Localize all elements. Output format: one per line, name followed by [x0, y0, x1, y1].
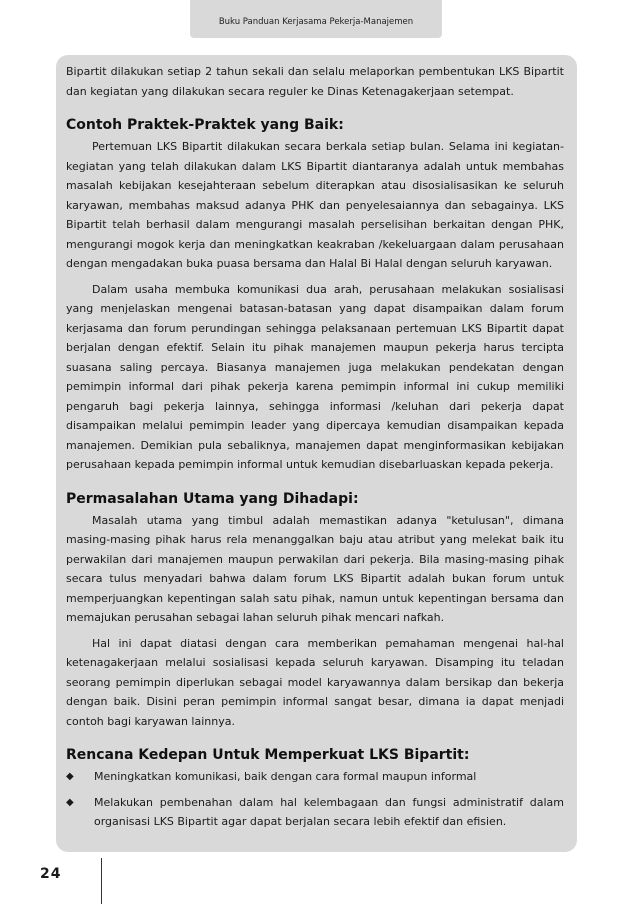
paragraph: Dalam usaha membuka komunikasi dua arah, perusahaan melakukan sosialisasi yang menjelaskan mengenai batasan-batasan yang dapat disampaikan dalam forum kerjasama dan forum perundingan sehingga pelaksanaan pertemuan LKS Bipartit dapat berjalan dengan efektif. Selain itu pihak manajemen maupun pekerja harus tercipta suasana saling percaya. Biasanya manajemen juga melakukan pendekatan dengan pemimpin informal dari pihak pekerja karena pemimpin informal ini cukup memiliki pengaruh bagi pekerja lainnya, sehingga informasi /keluhan dari pekerja dapat disampaikan melalui pemimpin leader yang dipercaya kemudian disampaikan kepada manajemen. Demikian pula sebaliknya, manajemen dapat menginformasikan kebijakan perusahaan kepada pemimpin informal untuk kemudian disebarluaskan kepada pekerja.	[66, 282, 564, 471]
list-item-text: Meningkatkan komunikasi, baik dengan cara formal maupun informal	[94, 770, 477, 783]
paragraph: Hal ini dapat diatasi dengan cara memberikan pemahaman mengenai hal-hal ketenagakerjaan melalui sosialisasi kepada seluruh karyawan. Disamping itu teladan seorang pemimpin diperlukan sebagai model karyawannya dalam bersikap dan bekerja dengan baik. Disini peran pemimpin informal sangat besar, dimana ia dapat menjadi contoh bagi karyawan lainnya.	[66, 636, 564, 728]
section-heading-main-problems: Permasalahan Utama yang Dihadapi:	[66, 490, 359, 507]
page-content	[66, 62, 564, 838]
intro-paragraph: Bipartit dilakukan setiap 2 tahun sekali dan selalu melaporkan pembentukan LKS Bipartit dan kegiatan yang dilakukan secara reguler ke Dinas Ketenagakerjaan setempat.	[66, 65, 564, 98]
section-heading-future-plan: Rencana Kedepan Untuk Memperkuat LKS Bipartit:	[66, 747, 470, 763]
paragraph: Masalah utama yang timbul adalah memastikan adanya "ketulusan", dimana masing-masing pihak harus rela menanggalkan baju atau atribut yang melekat baik itu perwakilan dari manajemen maupun perwakilan dari pekerja. Bila masing-masing pihak secara tulus menyadari bahwa dalam forum LKS Bipartit adalah bukan forum untuk memperjuangkan kepentingan salah satu pihak, namun untuk kepentingan bersama dan memajukan perusahan sebagai lahan seluruh pihak mencari nafkah.	[66, 513, 564, 624]
header-title: Buku Panduan Kerjasama Pekerja-Manajemen	[218, 17, 414, 27]
page-number: 24	[40, 866, 62, 882]
diamond-bullet-icon: ◆	[66, 796, 74, 808]
list-item-text: Melakukan pembenahan dalam hal kelembagaan dan fungsi administratif dalam organisasi LKS Bipartit agar dapat berjalan secara lebih efektif dan efisien.	[94, 795, 564, 828]
list-item	[66, 793, 564, 832]
paragraph: Pertemuan LKS Bipartit dilakukan secara berkala setiap bulan. Selama ini kegiatan-kegiatan yang telah dilakukan dalam LKS Bipartit diantaranya adalah untuk membahas masalah kebijakan kesejahteraan sebelum diterapkan atau disosialisasikan ke seluruh karyawan, membahas maksud adanya PHK dan penyelesaiannya dan sebagainya. LKS Bipartit telah berhasil dalam mengurangi masalah perselisihan berkaitan dengan PHK, mengurangi mogok kerja dan meningkatkan keakraban /kekeluargaan dalam perusahaan dengan mengadakan buka puasa bersama dan Halal Bi Halal dengan seluruh karyawan.	[66, 140, 564, 270]
footer-divider	[101, 858, 102, 904]
running-header	[190, 0, 442, 38]
plan-list	[66, 767, 564, 832]
section-heading-good-practices: Contoh Praktek-Praktek yang Baik:	[66, 117, 344, 133]
diamond-bullet-icon: ◆	[66, 771, 74, 782]
list-item	[66, 767, 564, 787]
